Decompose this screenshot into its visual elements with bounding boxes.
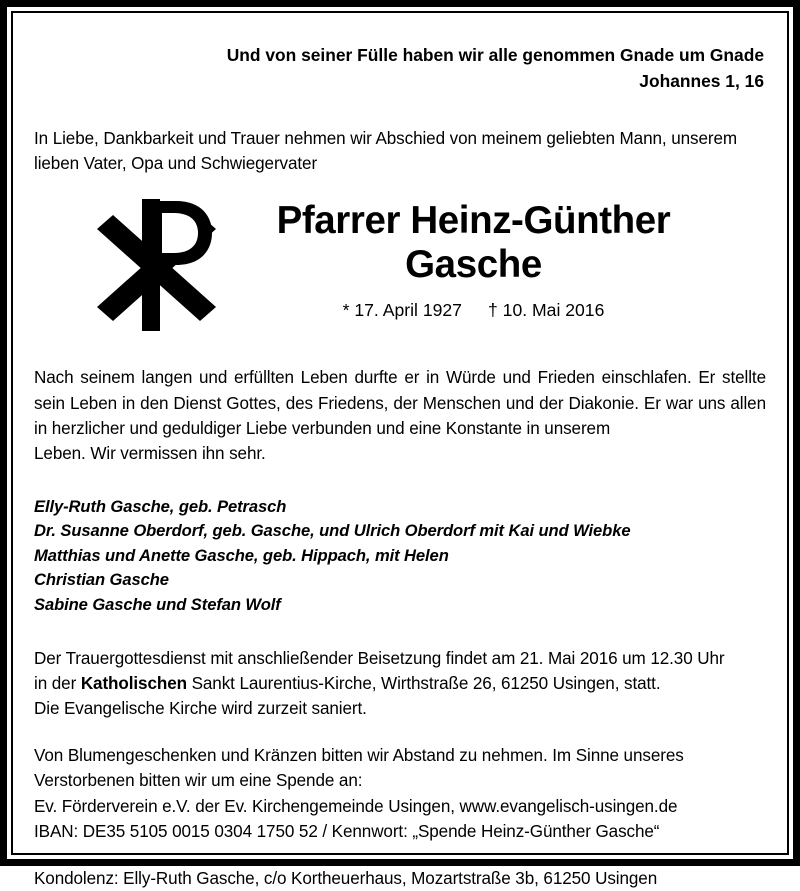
scripture-epigraph bbox=[34, 42, 766, 94]
donation-line-1: Von Blumengeschenken und Kränzen bitten wir Abstand zu nehmen. Im Sinne unseres bbox=[34, 746, 684, 766]
service-details bbox=[34, 646, 766, 721]
scripture-reference: Johannes 1, 16 bbox=[639, 71, 764, 92]
birth-date-value: 17. April 1927 bbox=[354, 299, 462, 320]
donation-request bbox=[34, 743, 766, 844]
dedication-line-1: In Liebe, Dankbarkeit und Trauer nehmen wir Abschied von meinem geliebten Mann, bbox=[34, 129, 667, 149]
service-line-3: Die Evangelische Kirche wird zurzeit saniert. bbox=[34, 699, 367, 719]
donation-line-2: Verstorbenen bitten wir um eine Spende an: bbox=[34, 771, 363, 791]
condolence-address: Kondolenz: Elly-Ruth Gasche, c/o Kortheuerhaus, Mozartstraße 3b, 61250 Usingen bbox=[34, 868, 658, 888]
donation-recipient: Ev. Förderverein e.V. der Ev. Kirchengemeinde Usingen, www.evangelisch-usingen.de bbox=[34, 796, 678, 816]
chi-rho-icon bbox=[94, 199, 224, 331]
scripture-quote: Und von seiner Fülle haben wir alle genommen Gnade um Gnade bbox=[226, 45, 764, 65]
death-date-value: 10. Mai 2016 bbox=[502, 299, 605, 320]
service-line-2 bbox=[34, 671, 766, 696]
dedication-line-2: unserem lieben Vater, Opa und Schwiegervater bbox=[34, 129, 738, 174]
dedication-text bbox=[34, 126, 766, 176]
survivor-line: Matthias und Anette Gasche, geb. Hippach, mit Helen bbox=[34, 545, 449, 565]
deceased-name-line-2: Gasche bbox=[405, 242, 542, 286]
survivors-list bbox=[34, 495, 766, 617]
life-dates bbox=[239, 300, 708, 321]
name-stack bbox=[239, 199, 766, 320]
eulogy-main-text: Nach seinem langen und erfüllten Leben durfte er in Würde und Frieden einschlafen. Er stellte sein Leben in den Dienst Gottes, des Friedens, der Menschen und der Diakonie. Er war uns allen in herzlicher und geduldiger Liebe verbunden und eine Konstante in unserem bbox=[34, 368, 766, 438]
service-denomination-emphasis: Katholischen bbox=[80, 674, 187, 694]
birth-star-symbol: * bbox=[342, 299, 350, 320]
survivor-line: Elly-Ruth Gasche, geb. Petrasch bbox=[34, 496, 287, 516]
survivor-line: Sabine Gasche und Stefan Wolf bbox=[34, 594, 281, 614]
deceased-name-block bbox=[34, 199, 766, 341]
service-line-1: Der Trauergottesdienst mit anschließender Beisetzung findet am 21. Mai 2016 um 12.30 Uhr bbox=[34, 648, 725, 668]
survivor-line: Dr. Susanne Oberdorf, geb. Gasche, und Ulrich Oberdorf mit Kai und Wiebke bbox=[34, 521, 631, 541]
deceased-name-line-1: Pfarrer Heinz-Günther bbox=[276, 199, 671, 243]
eulogy-paragraph bbox=[34, 365, 766, 466]
cross-symbol: † bbox=[487, 299, 498, 320]
service-line-2-suffix: Sankt Laurentius-Kirche, Wirthstraße 26, 61250 Usingen, statt. bbox=[186, 674, 661, 694]
donation-iban-line: IBAN: DE35 5105 0015 0304 1750 52 / Kennwort: „Spende Heinz-Günther Gasche“ bbox=[34, 821, 660, 841]
death-date bbox=[488, 300, 604, 320]
service-line-2-prefix: in der bbox=[34, 674, 81, 694]
eulogy-closing-text: Leben. Wir vermissen ihn sehr. bbox=[34, 443, 266, 463]
obituary-inner-frame bbox=[11, 11, 789, 888]
birth-date bbox=[343, 300, 462, 320]
survivor-line: Christian Gasche bbox=[34, 570, 169, 590]
